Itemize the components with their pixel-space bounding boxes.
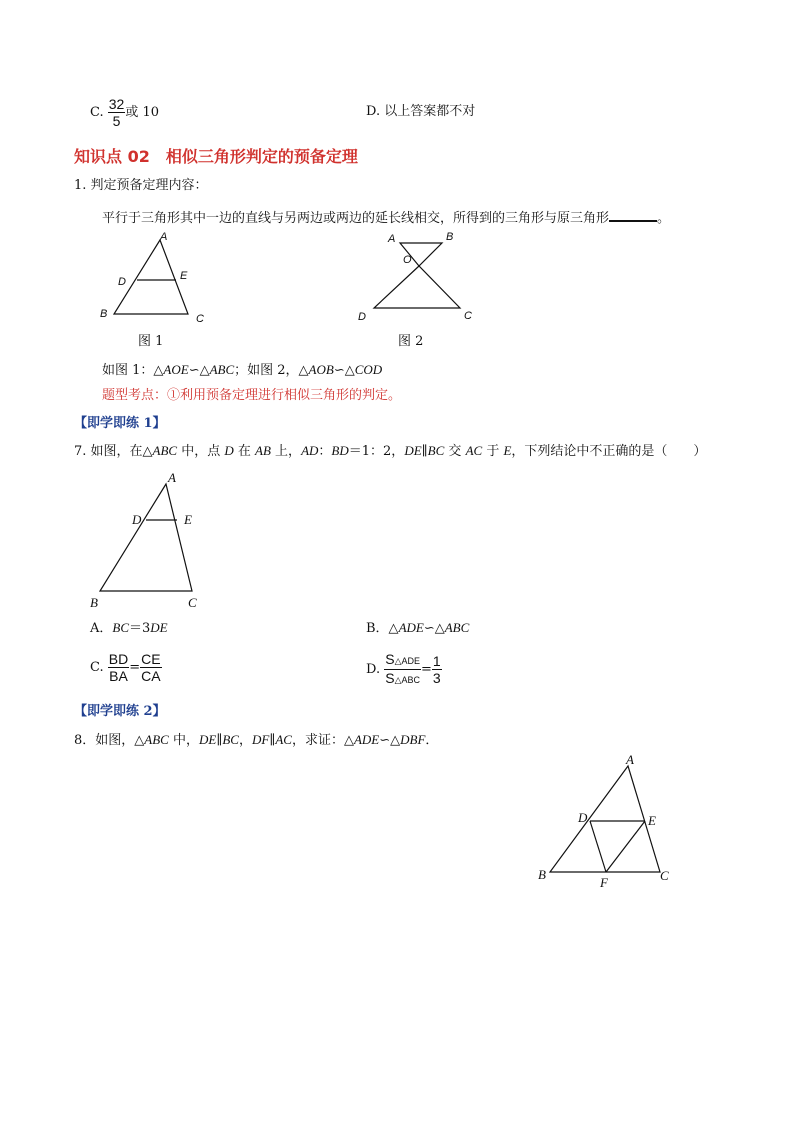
- option-c-prev: C. $\frac{32}{5}$ 或 10: [90, 96, 160, 129]
- fig1-label-e: E: [180, 270, 188, 282]
- fig2-label-a: A: [388, 233, 396, 245]
- q7-option-d: D. $\frac{\text{S△ADE}}{\text{S△ABC}}$ = $\frac{1}{3}$: [366, 651, 441, 686]
- q8-label-c: C: [660, 868, 669, 883]
- fig2-triangle-cod: [374, 266, 460, 308]
- q8-segment-ef: [606, 821, 645, 872]
- frac-ce-ca: $\frac{CE}{CA}$: [141, 651, 161, 684]
- figure-2: [352, 226, 482, 326]
- figure-q7: [84, 466, 214, 616]
- q7-option-c: C. $\frac{BD}{BA}$ = $\frac{CE}{CA}$: [90, 651, 161, 684]
- fig1-label-a: A: [160, 231, 168, 243]
- q8-label-d: D: [578, 810, 588, 825]
- theorem-item-label: 1. 判定预备定理内容：: [74, 178, 208, 193]
- frac-area-ratio: $\frac{\text{S△ADE}}{\text{S△ABC}}$: [385, 651, 421, 686]
- q8-triangle-abc: [550, 766, 660, 872]
- fraction-32-over-5: $\frac{32}{5}$: [108, 96, 125, 129]
- q8-label-e: E: [648, 813, 656, 828]
- fig1-label-c: C: [196, 313, 204, 325]
- frac-one-third: $\frac{1}{3}$: [432, 653, 441, 686]
- option-d-prev: D. 以上答案都不对: [366, 104, 476, 119]
- q7-label-d: D: [132, 512, 142, 527]
- q7-option-a: A．BC＝3DE: [90, 620, 168, 636]
- q7-label-c: C: [188, 595, 197, 610]
- fig2-label-o: O: [403, 254, 412, 266]
- practice-2-tag: 【即学即练 2】: [74, 704, 166, 719]
- practice-1-tag: 【即学即练 1】: [74, 416, 166, 431]
- section-heading: 知识点 02 相似三角形判定的预备定理: [74, 147, 358, 166]
- q8-label-a: A: [626, 752, 634, 767]
- q7-option-b: B．△ADE∽△ABC: [366, 620, 470, 636]
- fig1-label-d: D: [118, 276, 126, 288]
- figure-q8: [534, 752, 684, 892]
- exam-point: 题型考点：①利用预备定理进行相似三角形的判定。: [102, 388, 402, 403]
- theorem-statement: 平行于三角形其中一边的直线与另两边或两边的延长线相交，所得到的三角形与原三角形 。: [102, 208, 670, 227]
- fig1-label-b: B: [100, 308, 108, 320]
- question-7: 7. 如图，在△ABC 中，点 D 在 AB 上，AD：BD＝1：2，DE∥BC 交 AC 于 E，下列结论中不正确的是（ ）: [74, 443, 707, 459]
- q7-label-a: A: [168, 470, 176, 485]
- q8-segment-df: [590, 821, 606, 872]
- frac-bd-ba: $\frac{BD}{BA}$: [108, 651, 129, 684]
- fig1-caption: 图 1: [138, 334, 164, 349]
- figure-1: [96, 228, 216, 328]
- q8-label-b: B: [538, 867, 546, 882]
- q7-label-b: B: [90, 595, 98, 610]
- fig2-caption: 图 2: [398, 334, 424, 349]
- q7-label-e: E: [184, 512, 192, 527]
- theorem-examples: 如图 1：△AOE∽△ABC；如图 2，△AOB∽△COD: [102, 362, 383, 378]
- answer-blank: [609, 208, 657, 222]
- q7-triangle-abc: [100, 484, 192, 591]
- fig2-label-d: D: [358, 311, 366, 323]
- question-8: 8．如图，△ABC 中，DE∥BC，DF∥AC，求证：△ADE∽△DBF．: [74, 732, 439, 748]
- fig2-label-b: B: [446, 231, 454, 243]
- q8-label-f: F: [600, 875, 608, 890]
- fig2-label-c: C: [464, 310, 472, 322]
